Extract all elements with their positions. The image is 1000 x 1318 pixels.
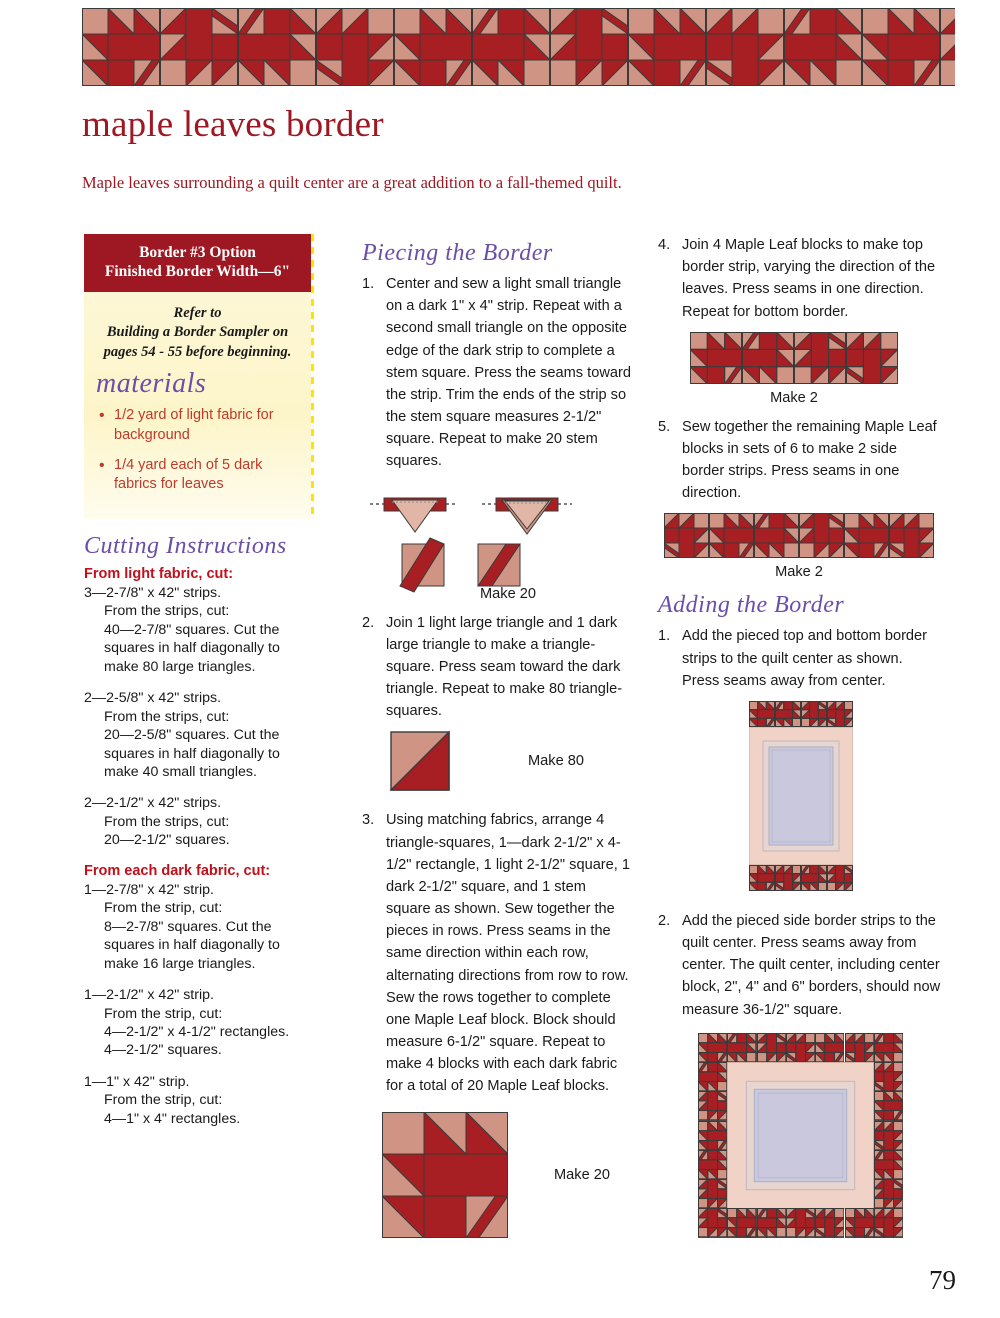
sidebar-header-line1: Border #3 Option: [139, 244, 256, 261]
cutting-group: [84, 1073, 314, 1128]
piecing-the-border-heading: Piecing the Border: [362, 240, 553, 266]
cutting-line: squares in half diagonally to: [104, 745, 280, 762]
step-number: 1.: [362, 276, 375, 292]
maple-leaf-block: [801, 865, 827, 891]
figure-caption: Make 80: [528, 753, 584, 770]
figure-caption: Make 2: [770, 389, 818, 406]
list-item: • 1/4 yard each of 5 dark fabrics for leaves: [112, 456, 299, 494]
refer-to-line2: Building a Border Sampler on: [106, 324, 289, 341]
maple-leaf-block: [799, 513, 844, 558]
cutting-group: [84, 986, 314, 1060]
figure-caption: Make 20: [554, 1166, 610, 1183]
cutting-instructions-section: [84, 533, 314, 1128]
cutting-line: make 80 large triangles.: [104, 658, 256, 675]
figure-triangle-square: [390, 731, 634, 791]
step-text: Center and sew a light small triangle on a dark 1" x 4" strip. Repeat with a second small triangle on the opposite edge of the dark strip to complete a stem square. Press the seams toward the strip. Trim the ends of the strip so the stem square measures 2-1/2" square. Repeat to make 20 stem squares.: [386, 276, 631, 470]
maple-leaf-block: [757, 1208, 786, 1237]
adding-step-1: [658, 625, 943, 692]
step-1: [362, 273, 634, 473]
page-title: maple leaves border: [82, 104, 384, 145]
refer-to-line1: Refer to: [173, 304, 222, 321]
decorative-maple-leaf-banner: [82, 8, 955, 86]
cutting-line: make 16 large triangles.: [104, 955, 256, 972]
maple-leaf-block: [742, 332, 794, 384]
maple-leaf-block: [709, 513, 754, 558]
maple-leaf-block: [698, 1208, 727, 1237]
cutting-line: From the strip, cut:: [104, 1092, 223, 1109]
adding-the-border-heading: Adding the Border: [658, 592, 845, 619]
maple-leaf-block: [794, 332, 846, 384]
step-3: [362, 809, 634, 1097]
maple-leaf-block: [749, 865, 775, 891]
cutting-group: [84, 794, 314, 849]
maple-leaf-block: [874, 1033, 903, 1062]
maple-leaf-block: [749, 701, 775, 727]
maple-leaf-block: [801, 701, 827, 727]
maple-leaf-block: [874, 1091, 903, 1120]
maple-leaf-block: [698, 1179, 727, 1208]
maple-leaf-block: [754, 513, 799, 558]
maple-leaf-block: [815, 1033, 844, 1062]
left-column: [84, 234, 314, 1141]
step-2: [362, 612, 634, 723]
cutting-line: 1—2-7/8" x 42" strip.: [84, 881, 214, 898]
middle-column: [362, 234, 634, 1248]
maple-leaf-block: [698, 1091, 727, 1120]
maple-leaf-block: [874, 1179, 903, 1208]
maple-leaf-block: [238, 8, 316, 86]
maple-leaf-block: [727, 1208, 756, 1237]
materials-heading: materials: [96, 368, 207, 400]
cutting-line: 40—2-7/8" squares. Cut the: [104, 621, 280, 638]
figure-maple-leaf-block: [382, 1112, 634, 1238]
cutting-line: 2—2-5/8" x 42" strips.: [84, 690, 222, 707]
cutting-line: squares in half diagonally to: [104, 937, 280, 954]
step-text: Join 4 Maple Leaf blocks to make top border strip, varying the direction of the leaves. Press seams in one direction. Repeat for bottom border.: [682, 237, 936, 320]
cutting-line: 20—2-1/2" squares.: [104, 832, 230, 849]
maple-leaf-block: [160, 8, 238, 86]
maple-leaf-block: [628, 8, 706, 86]
maple-leaf-block: [550, 8, 628, 86]
adding-step-2: [658, 910, 943, 1021]
maple-leaf-block: [889, 513, 934, 558]
maple-leaf-block: [690, 332, 742, 384]
step-number: 2.: [658, 912, 671, 929]
list-item: • 1/2 yard of light fabric for background: [112, 406, 299, 444]
cutting-line: squares in half diagonally to: [104, 640, 280, 657]
maple-leaf-block-diagram: [382, 1112, 508, 1238]
cutting-line: 20—2-5/8" squares. Cut the: [104, 727, 280, 744]
maple-leaf-block: [786, 1033, 815, 1062]
maple-leaf-block: [874, 1062, 903, 1091]
refer-to-note: [96, 304, 299, 363]
step-5: [658, 416, 943, 505]
maple-leaf-block: [874, 1121, 903, 1150]
step-number: 2.: [362, 614, 375, 631]
right-column: [658, 234, 943, 1253]
figure-caption: Make 20: [480, 585, 536, 602]
cutting-line: 4—2-1/2" x 4-1/2" rectangles.: [104, 1024, 290, 1040]
cutting-group: [84, 584, 314, 676]
cutting-line: make 40 small triangles.: [104, 764, 257, 781]
sidebar-header-line2: Finished Border Width—6": [104, 263, 291, 281]
cutting-line: 8—2-7/8" squares. Cut the: [104, 918, 272, 935]
materials-list: [96, 406, 299, 494]
quilt-diagram-complete: [698, 1033, 903, 1238]
cutting-line: 3—2-7/8" x 42" strips.: [84, 584, 222, 601]
cutting-line: 4—1" x 4" rectangles.: [104, 1110, 241, 1127]
maple-leaf-block: [940, 8, 955, 86]
maple-leaf-block: [845, 1033, 874, 1062]
cutting-subhead: From light fabric, cut:: [84, 565, 234, 582]
maple-leaf-block: [845, 1208, 874, 1237]
triangle-square-diagram: [390, 731, 450, 791]
step-text: Join 1 light large triangle and 1 dark large triangle to make a triangle-square. Press seam toward the dark triangle. Repeat to make 80 triangle-squares.: [386, 614, 623, 720]
cutting-line: 4—2-1/2" squares.: [104, 1042, 222, 1059]
step-number: 5.: [658, 418, 671, 435]
maple-leaf-block: [874, 1150, 903, 1179]
maple-leaf-block: [316, 8, 394, 86]
step-number: 4.: [658, 237, 671, 253]
top-border-strip-diagram: [690, 332, 898, 384]
step-4: [658, 234, 943, 323]
figure-top-border-strip: [690, 332, 943, 406]
maple-leaf-block: [698, 1062, 727, 1091]
step-number: 3.: [362, 812, 375, 829]
page-subtitle: Maple leaves surrounding a quilt center are a great addition to a fall-themed quilt.: [82, 173, 622, 192]
maple-leaf-block: [698, 1150, 727, 1179]
step-text: Add the pieced side border strips to the quilt center. Press seams away from center. The quilt center, including center block, 2", 4" and 6" borders, should now measure 36-1/2" square.: [682, 912, 941, 1018]
stem-square-diagram: [362, 482, 592, 602]
cutting-group: [84, 689, 314, 781]
quilt-diagram-top-bottom: [749, 701, 853, 891]
cutting-line: From the strip, cut:: [104, 900, 223, 917]
side-border-strip-diagram: [664, 513, 934, 558]
cutting-line: 1—1" x 42" strip.: [84, 1073, 190, 1090]
maple-leaf-block: [815, 1208, 844, 1237]
refer-to-line3: pages 54 - 55 before beginning.: [103, 343, 292, 360]
maple-leaf-block: [827, 701, 853, 727]
figure-caption: Make 2: [775, 564, 823, 581]
cutting-group: [84, 881, 314, 973]
step-text: Sew together the remaining Maple Leaf blocks in sets of 6 to make 2 side border strips. Press seams in one direction.: [682, 418, 937, 502]
maple-leaf-block: [82, 8, 160, 86]
maple-leaf-block: [862, 8, 940, 86]
maple-leaf-block: [757, 1033, 786, 1062]
cutting-line: From the strips, cut:: [104, 603, 230, 620]
figure-stem-square: [362, 482, 634, 602]
maple-leaf-block: [874, 1208, 903, 1237]
maple-leaf-block: [706, 8, 784, 86]
step-text: Using matching fabrics, arrange 4 triangle-squares, 1—dark 2-1/2" x 4-1/2" rectangle, 1 light 2-1/2" square, 1 dark 2-1/2" square, and 1 stem square as shown. Sew together the pieces in rows. Press seams in the same direction within each row, alternating directions from row to row. Sew the rows together to complete one Maple Leaf block. Block should measure 6-1/2" square. Repeat to make 4 blocks with each dark fabric for a total of 20 Maple Leaf blocks.: [386, 812, 631, 1095]
maple-leaf-block: [394, 8, 472, 86]
maple-leaf-block: [827, 865, 853, 891]
maple-leaf-block: [775, 865, 801, 891]
step-number: 1.: [658, 628, 671, 645]
maple-leaf-block: [472, 8, 550, 86]
maple-leaf-block: [786, 1208, 815, 1237]
cutting-line: 1—2-1/2" x 42" strip.: [84, 987, 214, 1004]
cutting-instructions-heading: Cutting Instructions: [84, 532, 287, 559]
step-text: Add the pieced top and bottom border strips to the quilt center as shown. Press seams away from center.: [682, 628, 928, 689]
figure-quilt-complete: [658, 1033, 943, 1243]
cutting-line: From the strips, cut:: [104, 708, 230, 725]
maple-leaf-block: [775, 701, 801, 727]
cutting-line: 2—2-1/2" x 42" strips.: [84, 795, 222, 812]
cutting-sections: [84, 566, 314, 1128]
page-number: 79: [929, 1265, 956, 1295]
maple-leaf-block: [698, 1121, 727, 1150]
cutting-line: From the strip, cut:: [104, 1005, 223, 1022]
maple-leaf-block: [846, 332, 898, 384]
figure-quilt-top-bottom: [658, 701, 943, 896]
maple-leaf-block: [664, 513, 709, 558]
cutting-subhead: From each dark fabric, cut:: [84, 862, 271, 879]
maple-leaf-block: [698, 1033, 727, 1062]
maple-leaf-block: [784, 8, 862, 86]
sidebar-header: [84, 234, 311, 292]
maple-leaf-block: [844, 513, 889, 558]
figure-side-border-strip: [664, 513, 943, 580]
maple-leaf-block: [727, 1033, 756, 1062]
sidebar-body: [84, 292, 311, 519]
cutting-line: From the strips, cut:: [104, 813, 230, 830]
